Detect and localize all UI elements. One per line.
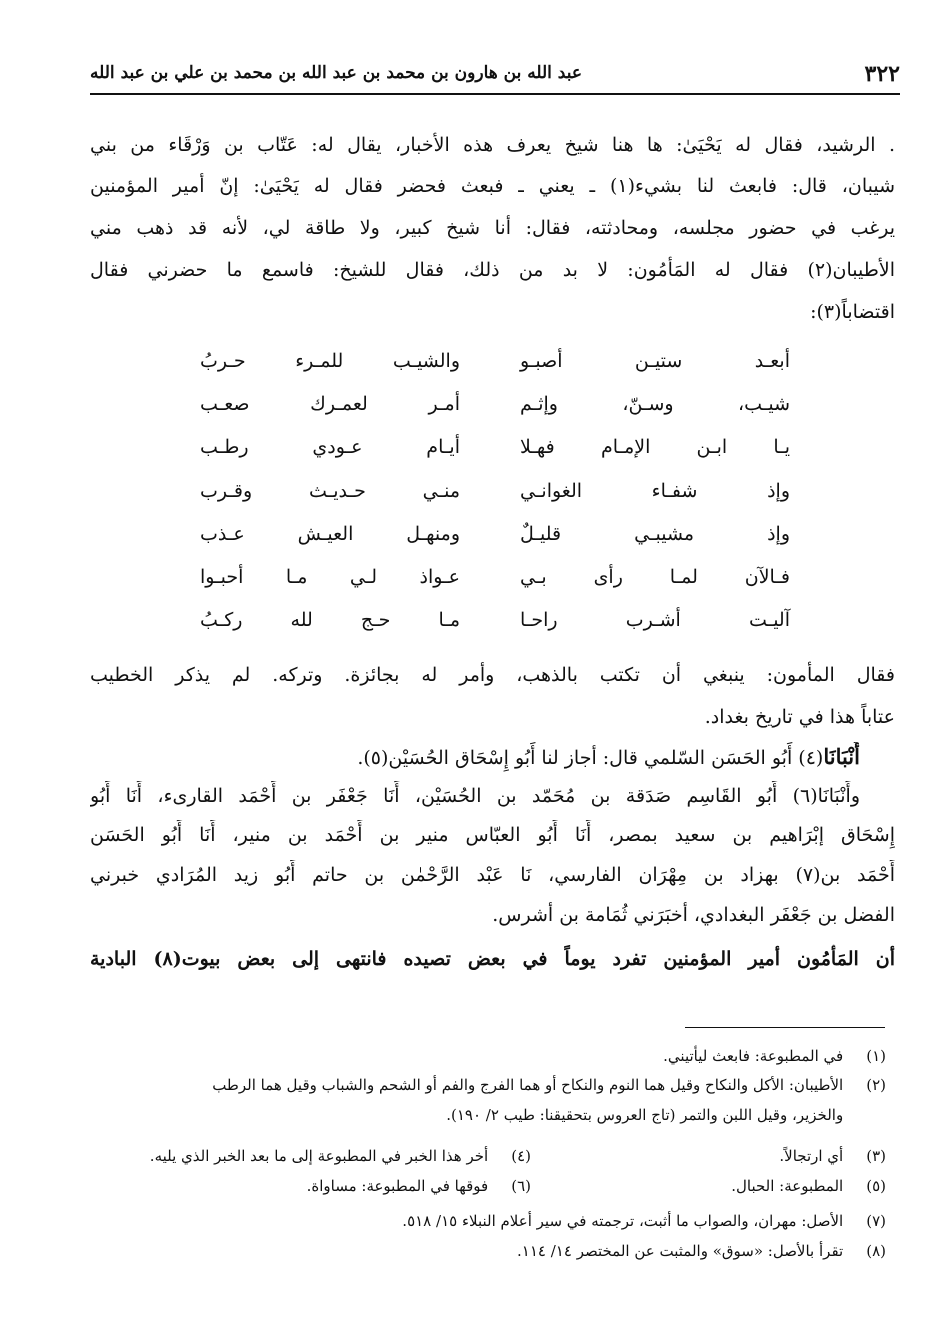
footnote-text: الأصل: مهران، والصواب ما أثبت، ترجمته في سير أعلام النبلاء ١٥/ ٥١٨. [402,1212,844,1230]
footnote-number: (٧) [866,1212,886,1230]
body-line: الفضل بن جَعْفَر البغدادي، أخبَرَني ثُمَامة بن أشرس. [492,904,895,926]
verse-first-hemistich: يـا ابـن الإمـام فهـلا [520,436,790,458]
footnote-text: المطبوعة: الحبال. [731,1177,844,1195]
isnad-line [90,742,895,773]
verse-second-hemistich: منـي حـديـث وقـرب [200,480,460,502]
footnote [731,1175,886,1197]
body-line: إِسْحَاق إبْرَاهيم بن سعيد بمصر، أَنَا أَبُو العبّاس منير بن أَحْمَد بن منير، أَنَا أَبُو الحَسَن [90,824,895,846]
body-line: فقال المأمون: ينبغي أن تكتب بالذهب، وأمر له بجائزة. وتركه. لم يذكر الخطيب [90,664,895,686]
footnote [212,1074,886,1096]
verse-first-hemistich: فـالآن لمـا رأى بـي [520,566,790,588]
footnote-number: (٥) [866,1177,886,1195]
body-line: أن المَأْمُون أمير المؤمنين تفرد يوماً في بعض تصيده فانتهى إلى بعض بيوت(٨) البادية [90,948,895,970]
footnote [402,1210,886,1232]
footnote-rule [685,1027,885,1028]
verse-first-hemistich: شيـب، وسـنّ، وإثـم [520,393,790,415]
page-number: ٣٢٢ [864,61,900,87]
body-line: . الرشيد، فقال له يَحْيَىٰ: ها هنا شيخ يعرف هذه الأخبار، يقال له: عَتّاب بن وَرْقَاء من بني [90,134,895,156]
footnote-number: (١) [866,1047,886,1065]
footnote-number: (٤) [511,1147,531,1165]
verse-first-hemistich: آليـت أشـرب راحـا [520,609,790,631]
footnote-text: تقرأ بالأصل: «سوق» والمثبت عن المختصر ١٤/ ١١٤. [517,1242,844,1260]
poem-verse [180,350,790,390]
verse-second-hemistich: والشيـب للمـرء حـربُ [200,350,460,372]
header-title: عبد الله بن هارون بن محمد بن عبد الله بن محمد بن علي بن عبد الله [90,63,582,83]
footnote [307,1175,531,1197]
footnote-text: أخر هذا الخبر في المطبوعة إلى ما بعد الخبر الذي يليه. [149,1147,489,1165]
footnote-text: أي ارتجالاً. [779,1147,844,1165]
body-line: الأطيبان(٢) فقال له المَأْمُون: لا بد من ذلك، فقال للشيخ: فاسمع ما حضرني فقال [90,259,895,281]
body-line: يرغب في حضور مجلسه، ومحادثته، فقال: أنا شيخ كبير، ولا طاقة لي، لأنه قد ذهب مني [90,217,895,239]
verse-second-hemistich: عـواذ لـي مـا أحبـوا [200,566,460,588]
verse-second-hemistich: مـا حـج لله ركـبُ [200,609,460,631]
header-rule [90,93,900,95]
footnote [663,1045,886,1067]
verse-second-hemistich: أمـر لعمـرك صعـب [200,393,460,415]
footnote [779,1145,886,1167]
footnote-text: والخزير، وقيل اللبن والتمر (تاج العروس بتحقيقنا: طيب ٢/ ١٩٠). [446,1106,844,1124]
poem-verse [180,566,790,606]
footnote-number: (٣) [866,1147,886,1165]
poem-verse [180,523,790,563]
isnad-keyword: أَنْبَانَا [823,744,860,769]
footnote [517,1240,886,1262]
verse-first-hemistich: وإذ شفـاء الغوانـي [520,480,790,502]
footnote-text: الأطيبان: الأكل والنكاح وقيل هما النوم والنكاح أو هما الفرج والفم أو الشحم والشباب وقيل هما الرطب [212,1076,844,1094]
footnote-number: (٨) [866,1242,886,1260]
footnote-text: فوقها في المطبوعة: مساواة. [306,1177,489,1195]
poem-verse [180,480,790,520]
verse-second-hemistich: ومنهـل العيـش عـذب [200,523,460,545]
running-header [90,55,900,95]
footnote-number: (٦) [511,1177,531,1195]
verse-first-hemistich: وإذ مشيبـي قليـلٌ [520,523,790,545]
verse-first-hemistich: أبعـد ستيـن أصبـو [520,350,790,372]
body-line: عتاباً هذا في تاريخ بغداد. [704,706,895,728]
footnote-text: في المطبوعة: فابعث ليأتيني. [663,1047,844,1065]
body-line: وأَنْبَانَا(٦) أَبُو القَاسِم صَدَقة بن مُحَمّد بن الحُسَيْن، أَنَا جَعْفَر بن أَحْمَد القارىء، أَنَا أَبُو [90,785,860,807]
body-line: اقتضاباً(٣): [810,301,895,323]
footnote-number: (٢) [866,1076,886,1094]
body-line: شيبان، قال: فابعث لنا بشيء(١) ـ يعني ـ فبعث فحضر فقال له يَحْيَىٰ: إنّ أمير المؤمنين [90,175,895,197]
poem-verse [180,609,790,649]
footnote [446,1104,886,1126]
verse-second-hemistich: أيـام عـودي رطـب [200,436,460,458]
footnote [150,1145,531,1167]
body-line: أَحْمَد بن(٧) بهزاد بن مِهْرَان الفارسي، نَا عَبْد الرَّحْمٰن بن حاتم أَبُو زيد المُرَادي خبرني [90,864,895,886]
poem-verse [180,436,790,476]
poem-verse [180,393,790,433]
isnad-text: (٤) أَبُو الحَسَن السّلمي قال: أجاز لنا أَبُو إِسْحَاق الحُسَيْن(٥). [357,747,824,769]
